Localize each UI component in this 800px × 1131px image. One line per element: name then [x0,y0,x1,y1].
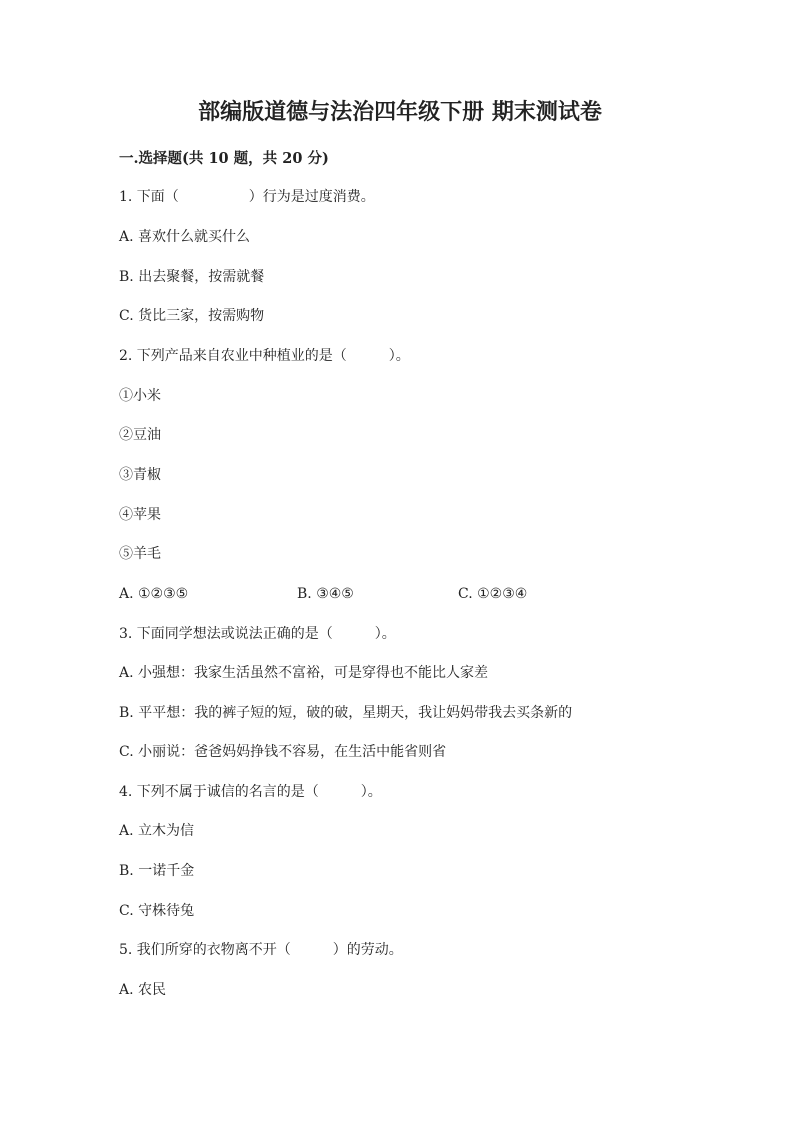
question-2-stem: 2. 下列产品来自农业中种植业的是（ ）。 [119,348,410,364]
question-4-stem: 4. 下列不属于诚信的名言的是（ ）。 [119,784,382,800]
question-2-options-row [119,583,719,605]
question-1-option-b: B. 出去聚餐，按需就餐 [119,269,265,285]
question-1-stem: 1. 下面（ ）行为是过度消费。 [119,189,375,205]
question-4-option-a: A. 立木为信 [119,823,195,839]
question-2-item-3: ③青椒 [119,467,161,483]
question-3-stem: 3. 下面同学想法或说法正确的是（ ）。 [119,626,396,642]
question-2-item-2: ②豆油 [119,427,161,443]
question-3-option-b: B. 平平想：我的裤子短的短，破的破，星期天，我让妈妈带我去买条新的 [119,705,573,721]
question-2-option-a: A. ①②③⑤ [119,586,189,602]
question-1-option-a: A. 喜欢什么就买什么 [119,229,251,245]
question-2-item-4: ④苹果 [119,507,161,523]
section-heading: 一.选择题(共 10 题，共 20 分) [119,150,329,167]
page-title: 部编版道德与法治四年级下册 期末测试卷 [198,99,602,125]
question-5-stem: 5. 我们所穿的衣物离不开（ ）的劳动。 [119,942,403,958]
question-2-item-1: ①小米 [119,388,161,404]
question-3-option-c: C. 小丽说：爸爸妈妈挣钱不容易，在生活中能省则省 [119,744,447,760]
question-4-option-b: B. 一诺千金 [119,863,195,879]
question-5-option-a: A. 农民 [119,982,167,998]
question-1-option-c: C. 货比三家，按需购物 [119,308,265,324]
question-2-option-c: C. ①②③④ [458,586,528,602]
question-2-option-b: B. ③④⑤ [297,586,354,602]
question-3-option-a: A. 小强想：我家生活虽然不富裕，可是穿得也不能比人家差 [119,665,489,681]
question-4-option-c: C. 守株待兔 [119,903,195,919]
question-2-item-5: ⑤羊毛 [119,546,161,562]
